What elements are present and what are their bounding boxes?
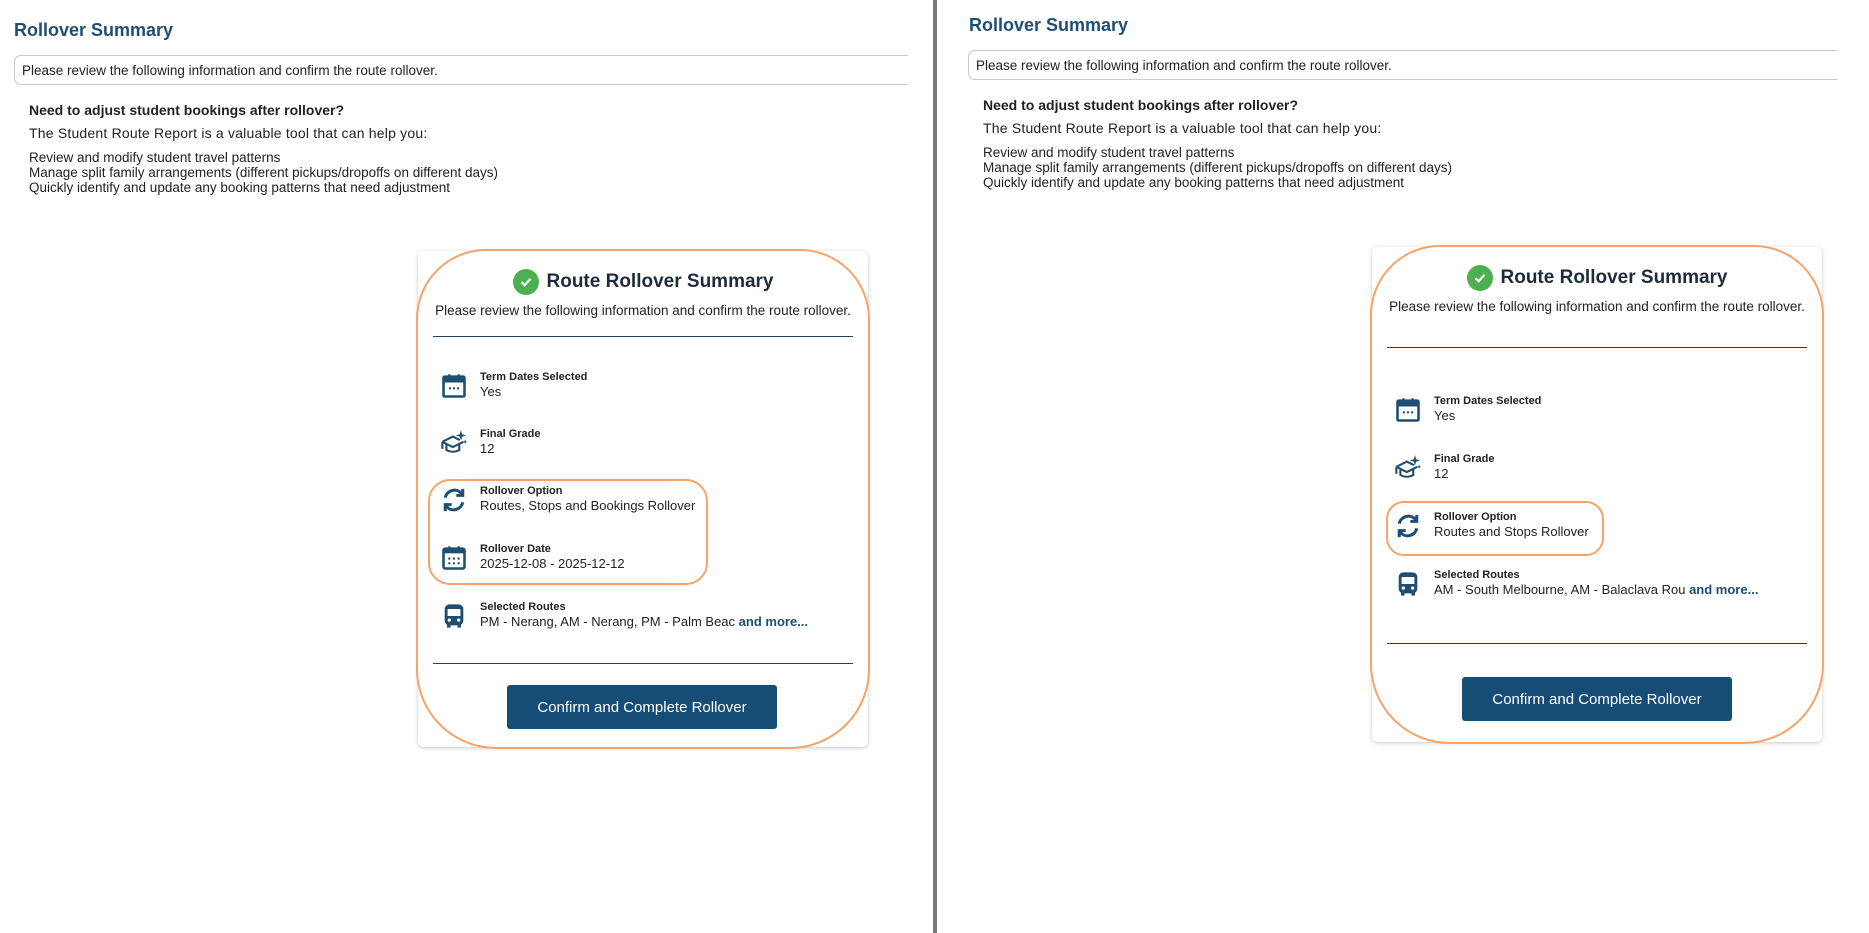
page-title: Rollover Summary — [14, 20, 174, 40]
item-value: PM - Nerang, AM - Nerang, PM - Palm Beac — [480, 614, 736, 629]
help-intro: The Student Route Report is a valuable tool that can help you: — [983, 120, 1382, 136]
help-point: Manage split family arrangements (different pickups/dropoffs on different days) — [983, 160, 1452, 175]
help-section — [983, 97, 1452, 190]
summary-item-rollover-date — [440, 543, 625, 572]
summary-item-rollover-option — [440, 485, 695, 514]
info-banner: Please review the following information and confirm the route rollover. — [968, 50, 1837, 80]
item-value: 12 — [480, 441, 495, 456]
help-intro: The Student Route Report is a valuable tool that can help you: — [29, 125, 428, 141]
help-point: Review and modify student travel patterns — [29, 150, 281, 165]
info-banner: Please review the following information and confirm the route rollover. — [14, 55, 908, 85]
rollover-summary-card — [1372, 247, 1822, 742]
item-label: Term Dates Selected — [1434, 395, 1542, 407]
help-heading: Need to adjust student bookings after rollover? — [29, 102, 345, 118]
bus-icon — [1394, 570, 1422, 598]
item-value: 12 — [1434, 466, 1449, 481]
item-value: Yes — [1434, 408, 1456, 423]
item-label: Final Grade — [1434, 453, 1495, 465]
rollover-summary-card — [418, 251, 868, 747]
item-value: Yes — [480, 384, 502, 399]
item-value: Routes, Stops and Bookings Rollover — [480, 498, 696, 513]
calendar-icon — [440, 372, 468, 400]
item-label: Rollover Option — [480, 485, 563, 497]
right-panel — [937, 0, 1869, 933]
summary-item-term-dates — [1394, 395, 1541, 424]
summary-item-selected-routes — [1394, 569, 1758, 598]
item-label: Final Grade — [480, 428, 541, 440]
annotation-highlight — [1370, 245, 1824, 744]
item-value: Routes and Stops Rollover — [1434, 524, 1589, 539]
help-heading: Need to adjust student bookings after rollover? — [983, 97, 1299, 113]
help-section — [29, 102, 498, 195]
item-value: AM - South Melbourne, AM - Balaclava Rou — [1434, 582, 1686, 597]
bus-icon — [440, 602, 468, 630]
item-label: Selected Routes — [1434, 569, 1520, 581]
divider — [1387, 643, 1807, 644]
item-value: 2025-12-08 - 2025-12-12 — [480, 556, 625, 571]
summary-item-rollover-option — [1394, 511, 1589, 540]
summary-item-final-grade — [440, 428, 541, 457]
confirm-complete-rollover-button[interactable]: Confirm and Complete Rollover — [507, 685, 777, 729]
confirm-complete-rollover-button[interactable]: Confirm and Complete Rollover — [1462, 677, 1732, 721]
calendar-icon — [1394, 396, 1422, 424]
card-subtitle: Please review the following information and confirm the route rollover. — [1389, 299, 1805, 314]
card-title-text: Route Rollover Summary — [546, 271, 774, 292]
refresh-icon — [440, 486, 468, 514]
card-subtitle: Please review the following information and confirm the route rollover. — [435, 303, 851, 318]
left-panel — [0, 0, 933, 933]
summary-item-final-grade — [1394, 453, 1495, 482]
calendar-grid-icon — [440, 544, 468, 572]
summary-item-selected-routes — [440, 601, 808, 630]
and-more-link[interactable]: and more... — [1689, 582, 1759, 597]
graduation-cap-icon — [440, 429, 468, 457]
graduation-cap-icon — [1394, 454, 1422, 482]
refresh-icon — [1394, 512, 1422, 540]
and-more-link[interactable]: and more... — [738, 614, 809, 629]
item-label: Rollover Option — [1434, 511, 1517, 523]
help-point: Quickly identify and update any booking patterns that need adjustment — [29, 180, 451, 195]
item-label: Term Dates Selected — [480, 371, 588, 383]
item-label: Rollover Date — [480, 543, 551, 555]
help-point: Review and modify student travel patterns — [983, 145, 1235, 160]
item-label: Selected Routes — [480, 601, 566, 613]
divider — [433, 663, 853, 664]
help-point: Manage split family arrangements (different pickups/dropoffs on different days) — [29, 165, 498, 180]
card-title — [513, 269, 774, 295]
check-circle-icon — [1467, 265, 1493, 291]
help-point: Quickly identify and update any booking patterns that need adjustment — [983, 175, 1405, 190]
divider — [1387, 347, 1807, 348]
card-title — [1467, 265, 1728, 291]
page-title: Rollover Summary — [969, 15, 1129, 35]
summary-item-term-dates — [440, 371, 587, 400]
divider — [433, 336, 853, 337]
card-title-text: Route Rollover Summary — [1500, 267, 1728, 288]
check-circle-icon — [513, 269, 539, 295]
